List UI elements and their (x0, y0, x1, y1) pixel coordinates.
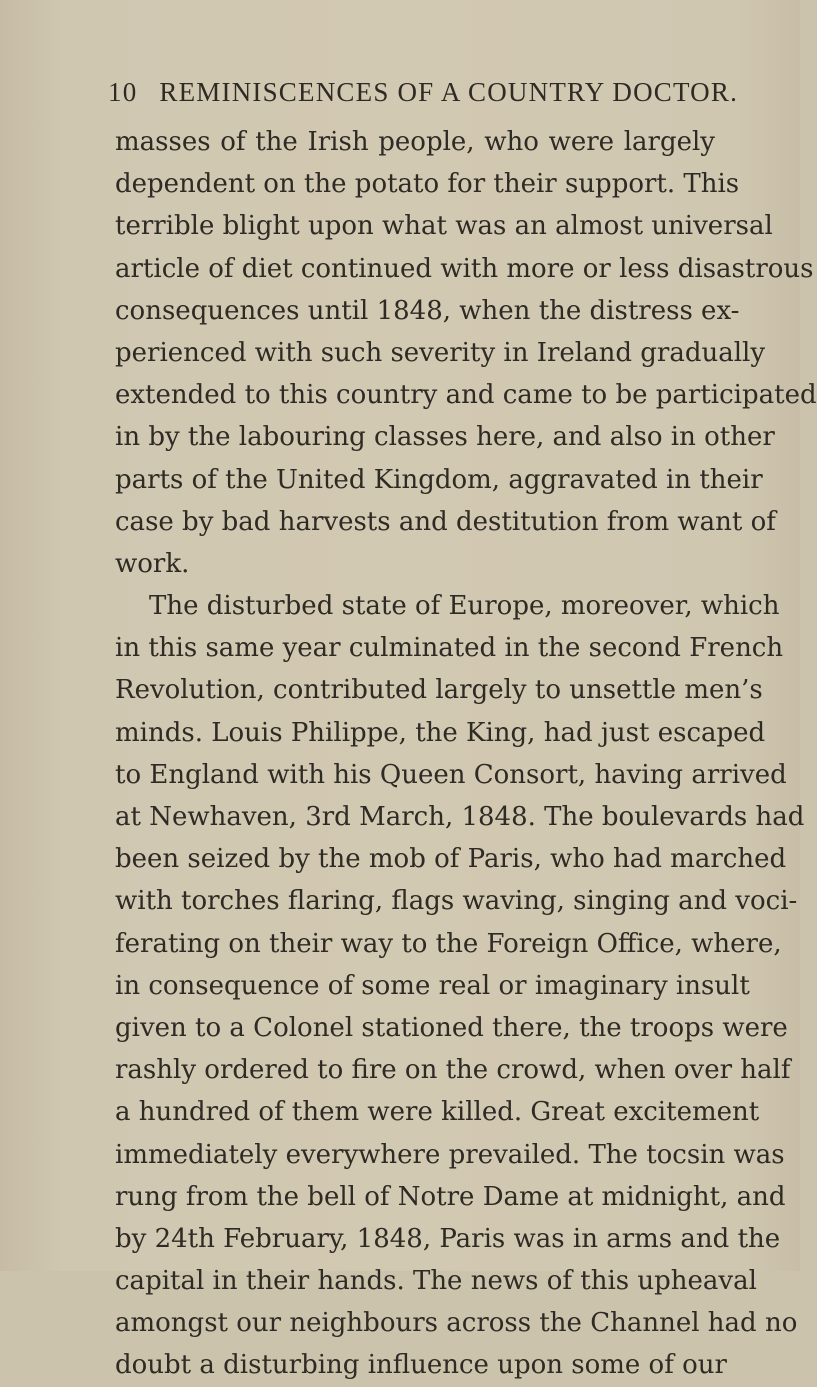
body-text (115, 121, 817, 1387)
text-line: immediately everywhere prevailed. The tocsin was (115, 1139, 785, 1170)
running-head (108, 72, 739, 112)
text-line: case by bad harvests and destitution from want of (115, 506, 776, 537)
text-line: in by the labouring classes here, and also in other (115, 422, 775, 453)
text-line: given to a Colonel stationed there, the troops were (115, 1012, 788, 1043)
text-line: parts of the United Kingdom, aggravated in their (115, 464, 763, 495)
text-line: extended to this country and came to be participated (115, 380, 817, 411)
running-title: REMINISCENCES OF A COUNTRY DOCTOR. (159, 76, 739, 107)
paragraph-start-line: The disturbed state of Europe, moreover, which (149, 591, 780, 622)
text-line: in consequence of some real or imaginary insult (115, 970, 750, 1001)
text-line: terrible blight upon what was an almost universal (115, 211, 773, 242)
text-line: Revolution, contributed largely to unsettle men’s (115, 675, 763, 706)
text-line: a hundred of them were killed. Great excitement (115, 1097, 760, 1128)
text-line: capital in their hands. The news of this upheaval (115, 1266, 757, 1297)
text-line: work. (115, 548, 190, 579)
text-line: ferating on their way to the Foreign Office, where, (115, 928, 782, 959)
text-line: in this same year culminated in the second French (115, 633, 784, 664)
text-line: consequences until 1848, when the distress ex- (115, 295, 740, 326)
text-line: by 24th February, 1848, Paris was in arms and the (115, 1223, 781, 1254)
text-line: rashly ordered to fire on the crowd, when over half (115, 1055, 791, 1086)
text-line: dependent on the potato for their support. This (115, 169, 740, 200)
text-line: doubt a disturbing influence upon some of our (115, 1350, 727, 1381)
page-number: 10 (108, 76, 138, 107)
text-line: amongst our neighbours across the Channel had no (115, 1308, 798, 1339)
text-line: minds. Louis Philippe, the King, had just escaped (115, 717, 766, 748)
text-line: to England with his Queen Consort, having arrived (115, 759, 787, 790)
text-line: with torches flaring, flags waving, singing and voci- (115, 886, 798, 917)
text-line: been seized by the mob of Paris, who had marched (115, 844, 787, 875)
text-line: article of diet continued with more or less disastrous (115, 253, 814, 284)
text-line: masses of the Irish people, who were largely (115, 127, 715, 157)
text-line: perienced with such severity in Ireland gradually (115, 337, 766, 368)
text-line: rung from the bell of Notre Dame at midnight, and (115, 1181, 786, 1212)
text-line: at Newhaven, 3rd March, 1848. The boulevards had (115, 802, 805, 832)
